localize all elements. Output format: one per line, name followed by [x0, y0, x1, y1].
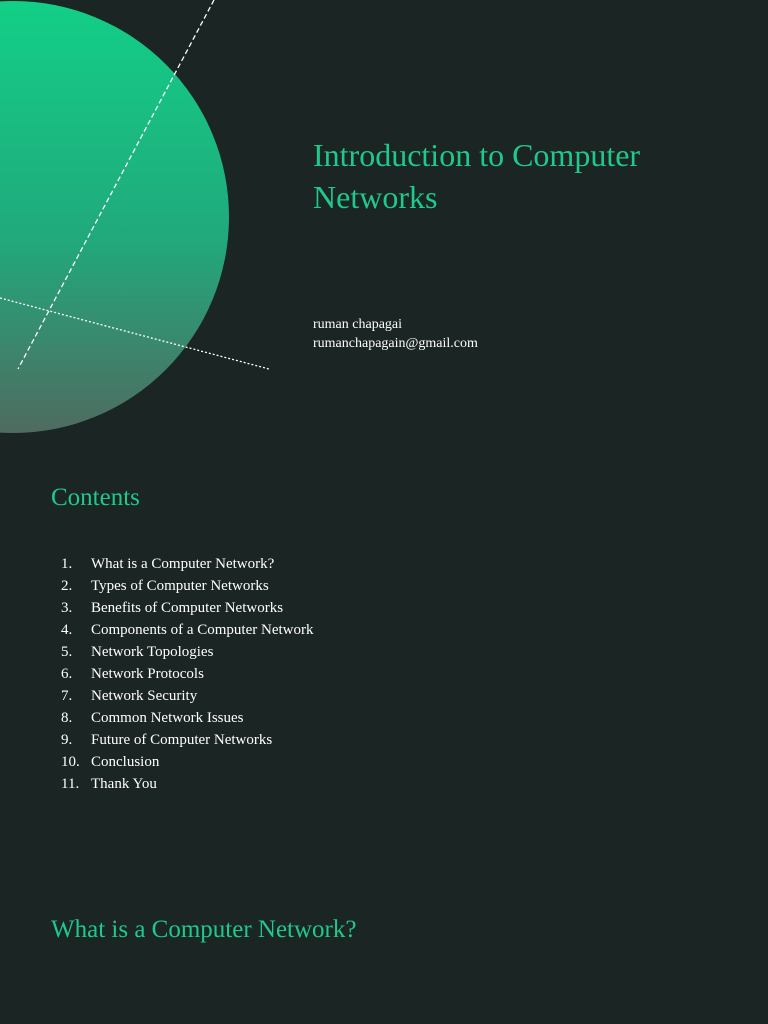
contents-list-item — [51, 641, 313, 663]
contents-item-text: Future of Computer Networks — [91, 732, 273, 748]
contents-item-text: Network Security — [91, 688, 198, 704]
contents-item-text: What is a Computer Network? — [91, 556, 275, 572]
author-block — [313, 315, 478, 353]
contents-item-number: 5. — [61, 644, 73, 660]
contents-list — [51, 553, 313, 795]
author-email: rumanchapagain@gmail.com — [313, 336, 478, 351]
section-heading: What is a Computer Network? — [51, 916, 357, 943]
author-name: ruman chapagai — [313, 317, 403, 332]
contents-list-item — [51, 575, 313, 597]
contents-item-number: 3. — [61, 600, 73, 616]
contents-item-number: 4. — [61, 622, 73, 638]
contents-item-text: Types of Computer Networks — [91, 578, 269, 594]
gradient-circle-shape — [0, 1, 229, 433]
contents-heading: Contents — [51, 484, 140, 511]
contents-list-item — [51, 597, 313, 619]
contents-item-number: 6. — [61, 666, 73, 682]
contents-item-text: Components of a Computer Network — [91, 622, 314, 638]
contents-item-text: Common Network Issues — [91, 710, 244, 726]
contents-item-number: 7. — [61, 688, 73, 704]
contents-item-text: Benefits of Computer Networks — [91, 600, 284, 616]
contents-list-item — [51, 773, 313, 795]
contents-list-item — [51, 729, 313, 751]
contents-item-text: Network Topologies — [91, 644, 214, 660]
contents-item-number: 2. — [61, 578, 73, 594]
contents-list-item — [51, 685, 313, 707]
contents-item-number: 8. — [61, 710, 73, 726]
contents-list-item — [51, 707, 313, 729]
contents-item-text: Thank You — [91, 776, 157, 792]
contents-item-number: 1. — [61, 556, 73, 572]
contents-item-number: 9. — [61, 732, 73, 748]
contents-item-text: Conclusion — [91, 754, 160, 770]
contents-list-item — [51, 663, 313, 685]
contents-item-number: 11. — [61, 776, 80, 792]
contents-list-item — [51, 553, 313, 575]
contents-list-item — [51, 619, 313, 641]
contents-item-number: 10. — [61, 754, 80, 770]
presentation-title: Introduction to Computer Networks — [313, 137, 641, 215]
title-slide — [0, 0, 768, 433]
contents-item-text: Network Protocols — [91, 666, 204, 682]
contents-list-item — [51, 751, 313, 773]
